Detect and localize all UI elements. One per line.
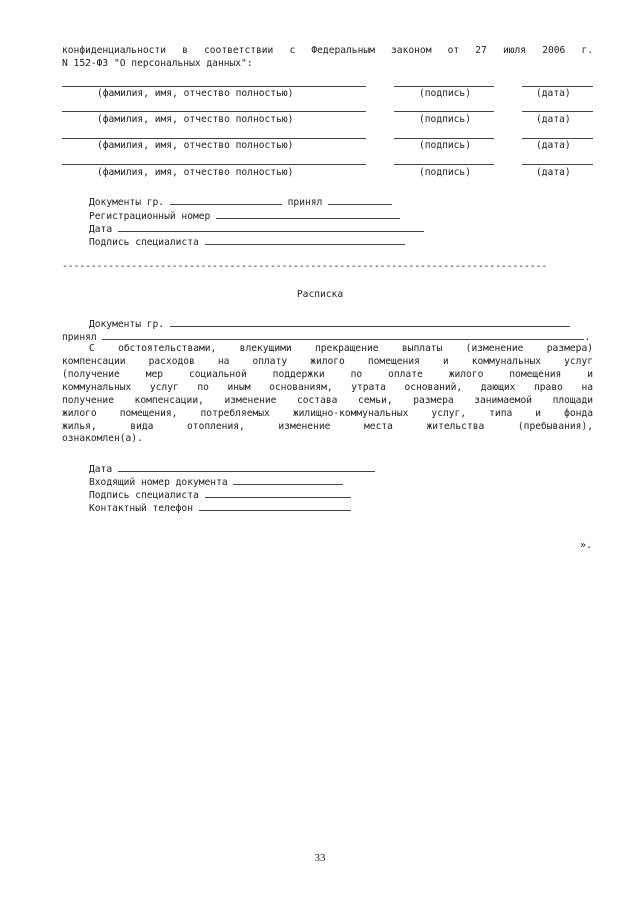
- specialist-sign-label: Подпись специалиста: [89, 237, 199, 248]
- citizen-name-field[interactable]: [170, 194, 282, 205]
- receipt-docs-prefix: Документы гр.: [89, 319, 165, 330]
- intro-line-2: N 152-ФЗ "О персональных данных":: [62, 58, 253, 69]
- receipt-title: Расписка: [296, 289, 344, 300]
- paragraph-line: коммунальных услуг по иным основаниям, утрата оснований, дающих право на: [62, 382, 593, 393]
- docs-prefix: Документы гр.: [89, 197, 165, 208]
- receipt-accepted-field[interactable]: [102, 329, 584, 340]
- date-line[interactable]: [522, 111, 593, 112]
- signature-line[interactable]: [394, 138, 494, 139]
- name-caption: (фамилия, имя, отчество полностью): [97, 167, 294, 178]
- name-caption: (фамилия, имя, отчество полностью): [97, 88, 294, 99]
- intro-line-1: конфиденциальности в соответствии с Федеральным законом от 27 июля 2006 г.: [62, 45, 593, 56]
- name-line[interactable]: [62, 138, 366, 139]
- signature-caption: (подпись): [419, 140, 471, 151]
- date-caption: (дата): [536, 167, 571, 178]
- reg-number-field[interactable]: [216, 208, 400, 219]
- accepted-by-field[interactable]: [328, 194, 392, 205]
- accepted-word: принял: [287, 197, 323, 208]
- signature-line[interactable]: [394, 111, 494, 112]
- contact-phone-row: [89, 500, 351, 515]
- incoming-number-field[interactable]: [233, 474, 343, 485]
- name-line[interactable]: [62, 111, 366, 112]
- reg-number-label: Регистрационный номер: [89, 211, 211, 222]
- date-line[interactable]: [522, 86, 593, 87]
- paragraph-line: жилья, вида отопления, изменение места жительства (пребывания),: [62, 421, 593, 432]
- receipt-accepted-word: принял: [62, 332, 97, 343]
- contact-phone-label: Контактный телефон: [89, 503, 193, 514]
- signature-caption: (подпись): [419, 88, 471, 99]
- paragraph-line: (получение мер социальной поддержки по оплате жилого помещения и: [62, 369, 593, 380]
- signature-caption: (подпись): [419, 114, 471, 125]
- name-line[interactable]: [62, 86, 366, 87]
- paragraph-line: С обстоятельствами, влекущими прекращение выплаты (изменение размера): [89, 343, 593, 354]
- paragraph-line: ознакомлен(а).: [62, 433, 143, 444]
- name-caption: (фамилия, имя, отчество полностью): [97, 114, 294, 125]
- date-caption: (дата): [536, 88, 571, 99]
- paragraph-line: получение компенсации, изменение состава семьи, размера занимаемой площади: [62, 395, 593, 406]
- receipt-citizen-field[interactable]: [170, 316, 570, 327]
- signature-line[interactable]: [394, 86, 494, 87]
- contact-phone-field[interactable]: [199, 500, 351, 511]
- date-caption: (дата): [536, 114, 571, 125]
- date-field[interactable]: [118, 221, 424, 232]
- paragraph-line: жилого помещения, потребляемых жилищно-коммунальных услуг, типа и фонда: [62, 408, 593, 419]
- closing-quote: ».: [580, 540, 593, 551]
- receipt-date-label: Дата: [89, 464, 113, 475]
- receipt-accepted-line: принял .: [62, 329, 590, 344]
- signature-caption: (подпись): [419, 167, 471, 178]
- date-line[interactable]: [522, 164, 593, 165]
- name-line[interactable]: [62, 164, 366, 165]
- date-line[interactable]: [522, 138, 593, 139]
- page-number: 33: [314, 852, 326, 864]
- date-caption: (дата): [536, 140, 571, 151]
- receipt-specialist-field[interactable]: [205, 487, 351, 498]
- receipt-date-field[interactable]: [118, 461, 375, 472]
- receipt-specialist-label: Подпись специалиста: [89, 490, 199, 501]
- docs-accepted-line: [89, 194, 392, 209]
- incoming-number-label: Входящий номер документа: [89, 477, 228, 488]
- cut-line: ------------------------------------------------------------------------------------: [62, 261, 548, 272]
- specialist-sign-row: [89, 234, 405, 249]
- paragraph-line: компенсации расходов на оплату жилого помещения и коммунальных услуг: [62, 356, 593, 367]
- specialist-sign-field[interactable]: [205, 234, 405, 245]
- signature-line[interactable]: [394, 164, 494, 165]
- name-caption: (фамилия, имя, отчество полностью): [97, 140, 294, 151]
- date-label: Дата: [89, 224, 113, 235]
